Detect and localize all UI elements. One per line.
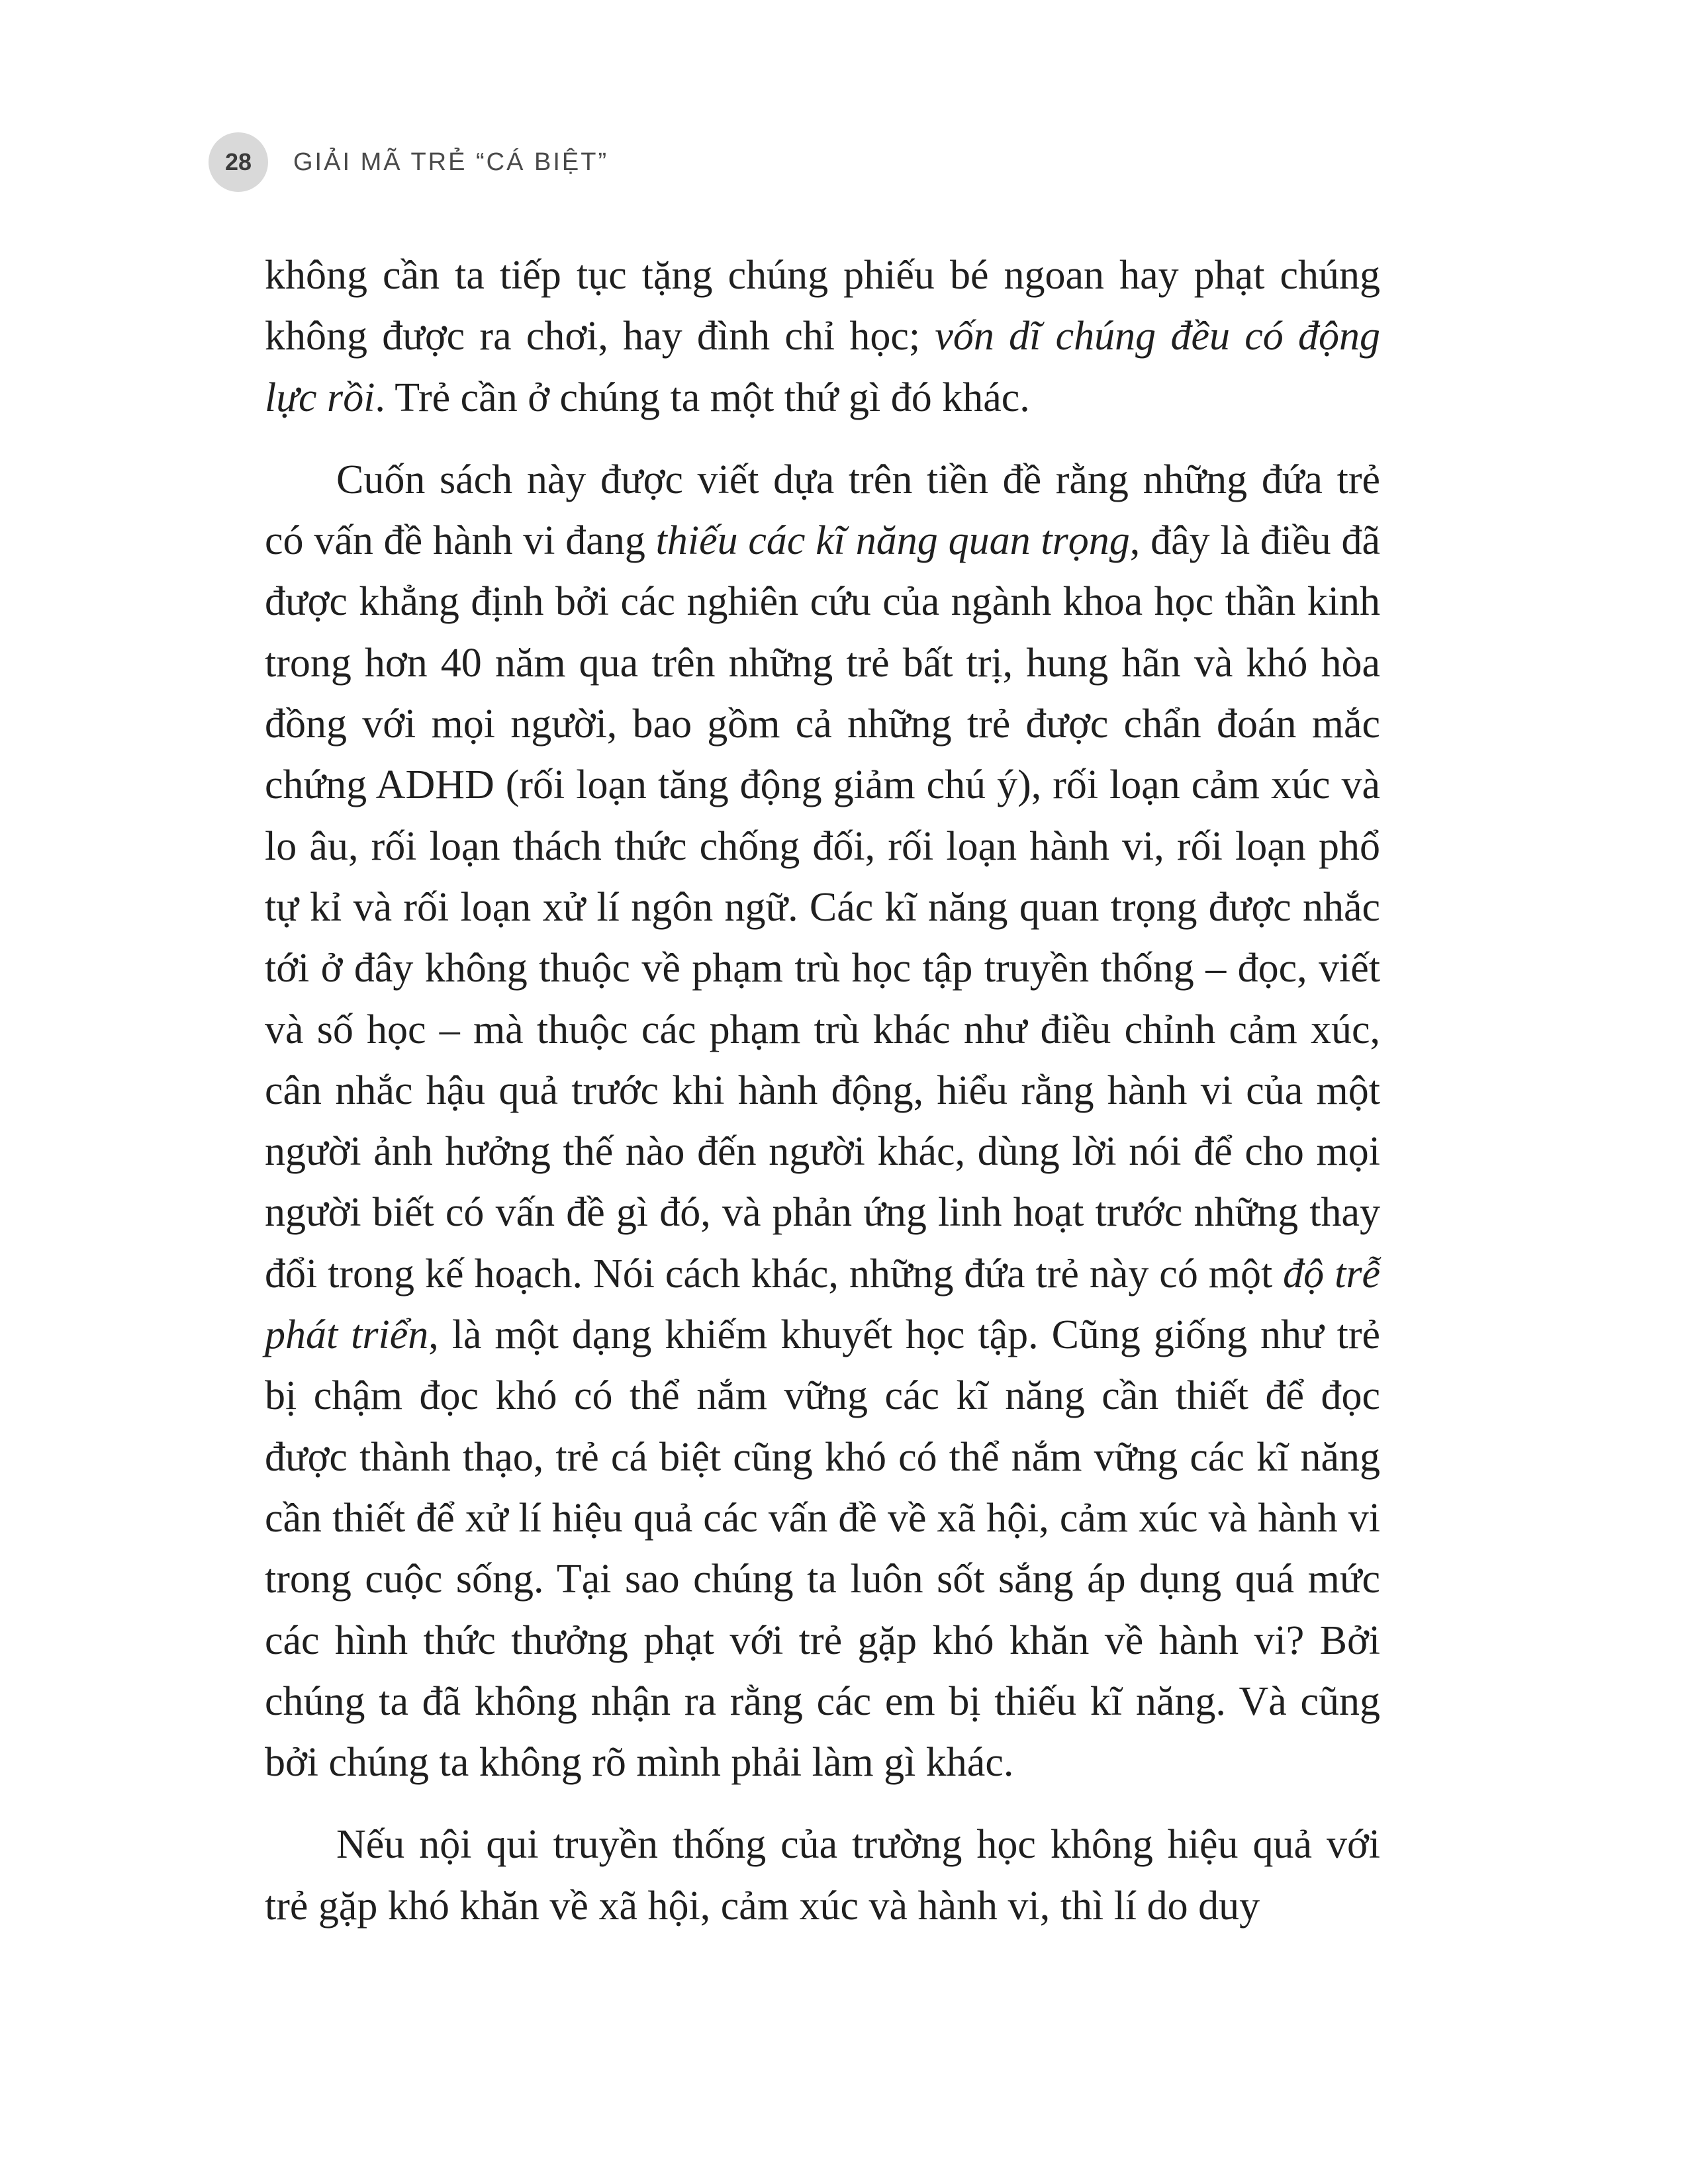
paragraph-2-text: Cuốn sách này được viết dựa trên tiền đề rằng những đứa trẻ có vấn đề hành vi đang (265, 457, 1380, 564)
paragraph-2 (265, 449, 1380, 1794)
paragraph-2-emphasis-1: thiếu các kĩ năng quan trọng (655, 518, 1130, 564)
body-text (265, 245, 1380, 1936)
paragraph-2-text-middle: , đây là điều đã được khẳng định bởi các nghiên cứu của ngành khoa học thần kinh trong hơn 40 năm qua trên những trẻ bất trị, hung hãn và khó hòa đồng với mọi người, bao gồm cả những trẻ được chẩn đoán mắc chứng ADHD (rối loạn tăng động giảm chú ý), rối loạn cảm xúc và lo âu, rối loạn thách thức chống đối, rối loạn hành vi, rối loạn phổ tự kỉ và rối loạn xử lí ngôn ngữ. Các kĩ năng quan trọng được nhắc tới ở đây không thuộc về phạm trù học tập truyền thống – đọc, viết và số học – mà thuộc các phạm trù khác như điều chỉnh cảm xúc, cân nhắc hậu quả trước khi hành động, hiểu rằng hành vi của một người ảnh hưởng thế nào đến người khác, dùng lời nói để cho mọi người biết có vấn đề gì đó, và phản ứng linh hoạt trước những thay đổi trong kế hoạch. Nói cách khác, những đứa trẻ này có một (265, 518, 1380, 1297)
running-header (209, 132, 608, 192)
paragraph-3 (265, 1814, 1380, 1936)
paragraph-1-emphasis: vốn dĩ chúng đều có động lực rồi (265, 314, 1380, 420)
paragraph-2-text-end: , là một dạng khiếm khuyết học tập. Cũng giống như trẻ bị chậm đọc khó có thể nắm vững các kĩ năng cần thiết để đọc được thành thạo, trẻ cá biệt cũng khó có thể nắm vững các kĩ năng cần thiết để xử lí hiệu quả các vấn đề về xã hội, cảm xúc và hành vi trong cuộc sống. Tại sao chúng ta luôn sốt sắng áp dụng quá mức các hình thức thưởng phạt với trẻ gặp khó khăn về hành vi? Bởi chúng ta đã không nhận ra rằng các em bị thiếu kĩ năng. Và cũng bởi chúng ta không rõ mình phải làm gì khác. (265, 1312, 1381, 1786)
paragraph-3-text: Nếu nội qui truyền thống của trường học không hiệu quả với trẻ gặp khó khăn về xã hội, cảm xúc và hành vi, thì lí do duy (265, 1822, 1380, 1929)
paragraph-1-text-end: . Trẻ cần ở chúng ta một thứ gì đó khác. (375, 375, 1030, 420)
paragraph-1-text: không cần ta tiếp tục tặng chúng phiếu bé ngoan hay phạt chúng không được ra chơi, hay đình chỉ học; (265, 253, 1380, 359)
running-title: GIẢI MÃ TRẺ “CÁ BIỆT” (293, 148, 609, 176)
paragraph-2-emphasis-2: độ trễ phát triển (265, 1251, 1380, 1358)
page-number-badge: 28 (209, 132, 268, 192)
paragraph-1 (265, 245, 1380, 428)
